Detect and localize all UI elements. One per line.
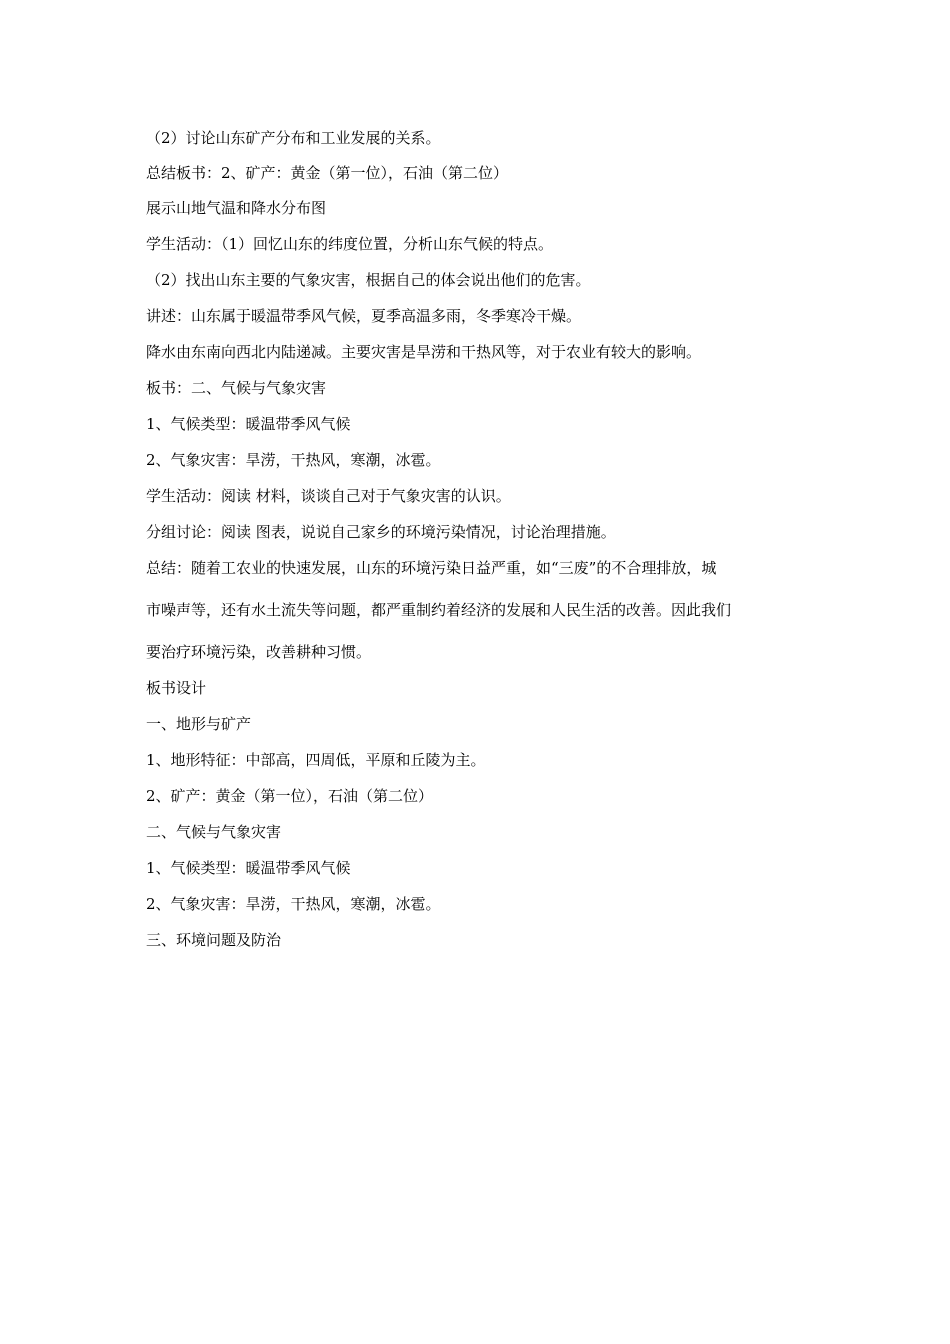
text-line-summary-minerals: 总结板书：2、矿产：黄金（第一位），石油（第二位）	[146, 164, 509, 182]
text-line-student-activity-2: （2）找出山东主要的气象灾害，根据自己的体会说出他们的危害。	[146, 271, 591, 289]
text-line-summary-pollution-3: 要治疗环境污染，改善耕种习惯。	[146, 643, 372, 661]
text-line-group-discussion: 分组讨论：阅读 图表，说说自己家乡的环境污染情况，讨论治理措施。	[146, 523, 616, 541]
text-line-section-1: 一、地形与矿产	[146, 715, 252, 733]
text-line-read-material: 学生活动：阅读 材料，谈谈自己对于气象灾害的认识。	[146, 487, 511, 505]
text-line-student-activity-1: 学生活动：（1）回忆山东的纬度位置，分析山东气候的特点。	[146, 235, 554, 253]
text-line-precipitation: 降水由东南向西北内陆递减。主要灾害是旱涝和干热风等，对于农业有较大的影响。	[146, 343, 702, 361]
text-line-minerals: 2、矿产：黄金（第一位），石油（第二位）	[146, 787, 434, 805]
text-line-board-climate: 板书：二、气候与气象灾害	[146, 379, 327, 397]
text-line-lecture-climate: 讲述：山东属于暖温带季风气候，夏季高温多雨，冬季寒冷干燥。	[146, 307, 582, 325]
text-line-summary-pollution-1: 总结：随着工农业的快速发展，山东的环境污染日益严重，如“三废”的不合理排放，城	[146, 559, 717, 577]
text-line-terrain: 1、地形特征：中部高，四周低，平原和丘陵为主。	[146, 751, 486, 769]
text-line-climate-type: 1、气候类型：暖温带季风气候	[146, 415, 351, 433]
text-line-weather-disasters: 2、气象灾害：旱涝，干热风，寒潮，冰雹。	[146, 451, 441, 469]
text-line-section-3: 三、环境问题及防治	[146, 931, 282, 949]
text-line-board-design: 板书设计	[146, 679, 207, 697]
text-line-weather-disasters-2: 2、气象灾害：旱涝，干热风，寒潮，冰雹。	[146, 895, 441, 913]
text-line-climate-type-2: 1、气候类型：暖温带季风气候	[146, 859, 351, 877]
text-line-show-map: 展示山地气温和降水分布图	[146, 199, 327, 217]
text-line-summary-pollution-2: 市噪声等，还有水土流失等问题，都严重制约着经济的发展和人民生活的改善。因此我们	[146, 601, 732, 619]
text-line-section-2: 二、气候与气象灾害	[146, 823, 282, 841]
text-line-discussion-2: （2）讨论山东矿产分布和工业发展的关系。	[146, 129, 441, 147]
